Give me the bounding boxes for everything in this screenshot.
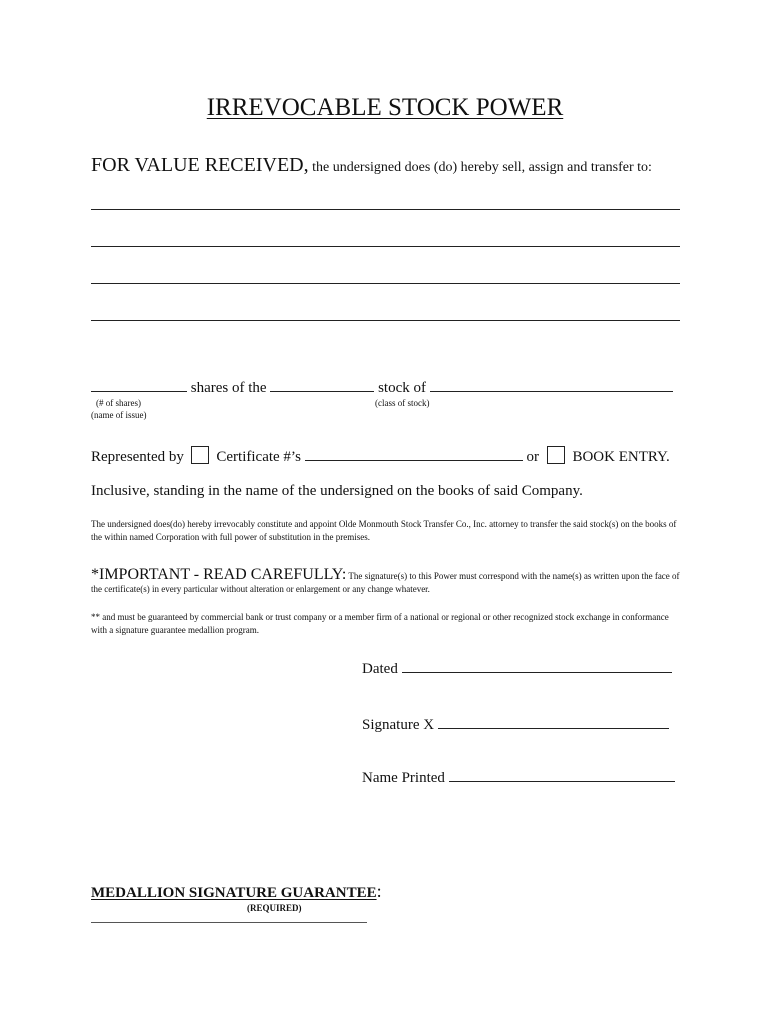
issue-caption: (name of issue) [91,410,147,420]
name-printed-label: Name Printed [362,770,445,786]
transferee-line-4[interactable] [91,320,680,321]
represented-row [91,446,670,466]
inclusive-statement: Inclusive, standing in the name of the undersigned on the books of said Company. [91,483,583,499]
intro-rest: the undersigned does (do) hereby sell, assign and transfer to: [308,160,652,175]
dated-row [362,660,672,678]
appointment-paragraph: The undersigned does(do) hereby irrevocably constitute and appoint Olde Monmouth Stock Transfer Co., Inc. attorney to transfer the said stock(s) on the books of the within named Corporation with full power of substitution in the premises. [91,519,677,542]
dated-field[interactable] [402,660,672,673]
medallion-guarantee-line[interactable] [91,922,367,923]
intro-line [91,154,652,177]
medallion-heading: MEDALLION SIGNATURE GUARANTEE [91,885,377,901]
book-entry-checkbox[interactable] [547,446,565,464]
book-entry-label: BOOK ENTRY. [572,449,670,465]
important-text: The signature(s) to this Power must correspond with the name(s) as written upon the face of the certificate(s) in every particular without alteration or enlargement or any change whatever. [91,571,680,594]
or-label: or [526,449,539,465]
num-shares-field[interactable] [91,379,187,392]
class-caption: (class of stock) [375,398,430,408]
intro-lead: FOR VALUE RECEIVED, [91,154,309,176]
transferee-line-2[interactable] [91,246,680,247]
stock-of-label: stock of [378,380,426,396]
signature-row [362,716,669,734]
important-heading: *IMPORTANT - READ CAREFULLY: [91,566,347,583]
guarantee-note: ** and must be guaranteed by commercial bank or trust company or a member firm of a national or regional or other recognized stock exchange in conformance with a signature guarantee medallion program. [91,612,669,635]
certificate-number-field[interactable] [305,448,523,461]
medallion-required: (REQUIRED) [247,903,302,913]
num-shares-caption: (# of shares) [96,398,141,408]
shares-of-the-label: shares of the [190,380,267,396]
stock-class-field[interactable] [430,379,673,392]
medallion-colon: : [376,881,382,901]
medallion-heading-row [91,881,382,902]
signature-label: Signature X [362,717,435,733]
certificate-label: Certificate #’s [216,449,301,465]
certificate-checkbox[interactable] [191,446,209,464]
form-title [0,94,770,122]
name-printed-row [362,769,675,787]
shares-row [91,379,673,397]
signature-field[interactable] [438,716,669,729]
form-title-text: IRREVOCABLE STOCK POWER [206,94,564,121]
name-printed-field[interactable] [449,769,675,782]
transferee-line-1[interactable] [91,209,680,210]
represented-by-label: Represented by [91,449,184,465]
transferee-line-3[interactable] [91,283,680,284]
issue-name-field[interactable] [270,379,374,392]
important-paragraph [91,568,681,596]
dated-label: Dated [362,661,398,677]
